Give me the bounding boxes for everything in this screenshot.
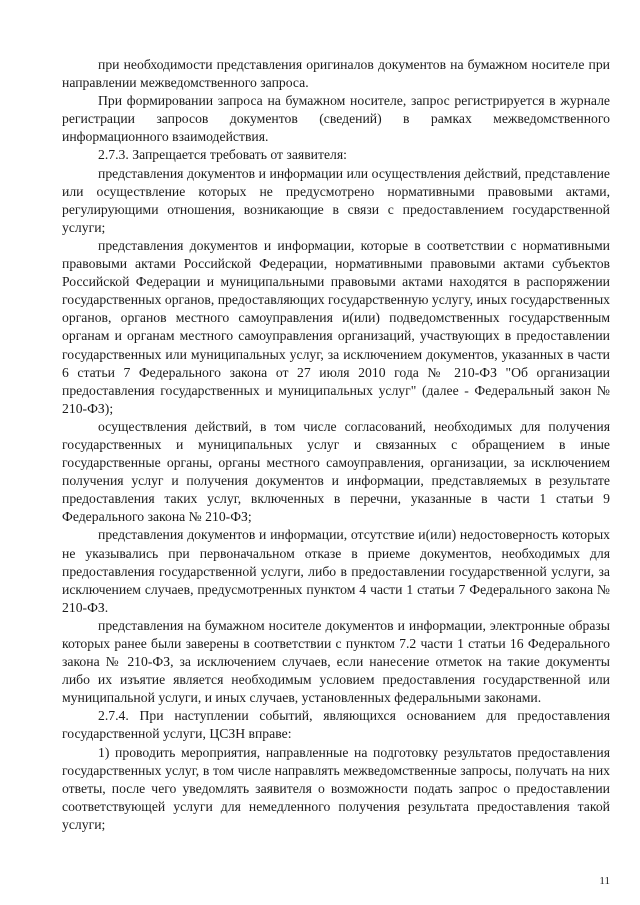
paragraph: 1) проводить мероприятия, направленные на подготовку результатов предоставления государственных услуг, в том числе направлять межведомственные запросы, получать на них ответы, после чего уведомлять заявителя о возможности подать запрос о предоставлении соответствующей услуги для немедленного получения результата предоставления такой услуги;	[62, 744, 610, 832]
paragraph: представления документов и информации или осуществления действий, представление или осуществление которых не предусмотрено нормативными правовыми актами, регулирующими отношения, возникающие в связи с предоставлением государственной услуги;	[62, 165, 610, 235]
page-number: 11	[599, 875, 610, 887]
paragraph: представления документов и информации, отсутствие и(или) недостоверность которых не указывались при первоначальном отказе в приеме документов, необходимых для предоставления государственной услуги, либо в предоставлении государственной услуги, за исключением случаев, предусмотренных пунктом 4 части 1 статьи 7 Федерального закона № 210-ФЗ.	[62, 527, 610, 615]
document-page	[62, 56, 610, 834]
paragraph: при необходимости представления оригиналов документов на бумажном носителе при направлении межведомственного запроса.	[62, 57, 610, 91]
section-heading: 2.7.4. При наступлении событий, являющихся основанием для предоставления государственной услуги, ЦСЗН вправе:	[62, 708, 610, 742]
section-heading: 2.7.3. Запрещается требовать от заявителя:	[98, 147, 347, 163]
paragraph: представления на бумажном носителе документов и информации, электронные образы которых ранее были заверены в соответствии с пунктом 7.2 части 1 статьи 16 Федерального закона № 210-ФЗ, за исключением случаев, если нанесение отметок на такие документы либо их изъятие является необходимым условием предоставления государственной или муниципальной услуги, и иных случаев, установленных федеральными законами.	[62, 617, 610, 706]
paragraph: При формировании запроса на бумажном носителе, запрос регистрируется в журнале регистрации запросов документов (сведений) в рамках межведомственного информационного взаимодействия.	[62, 93, 610, 145]
paragraph: осуществления действий, в том числе согласований, необходимых для получения государственных и муниципальных услуг и связанных с обращением в иные государственные органы, органы местного самоуправления, организации, за исключением получения услуг и получения документов и информации, представляемых в результате предоставления таких услуг, включенных в перечни, указанные в части 1 статьи 9 Федерального закона № 210-ФЗ;	[62, 418, 610, 525]
paragraph: представления документов и информации, которые в соответствии с нормативными правовыми актами Российской Федерации, нормативными правовыми актами субъектов Российской Федерации и муниципальными правовыми актами находятся в распоряжении государственных органов, предоставляющих государственную услугу, иных государственных органов, органов местного самоуправления и(или) подведомственных государственным органам и органам местного самоуправления организаций, участвующих в предоставлении государственных или муниципальных услуг, за исключением документов, указанных в части 6 статьи 7 Федерального закона от 27 июля 2010 года № 210-ФЗ "Об организации предоставления государственных и муниципальных услуг" (далее - Федеральный закон № 210-ФЗ);	[62, 237, 610, 416]
